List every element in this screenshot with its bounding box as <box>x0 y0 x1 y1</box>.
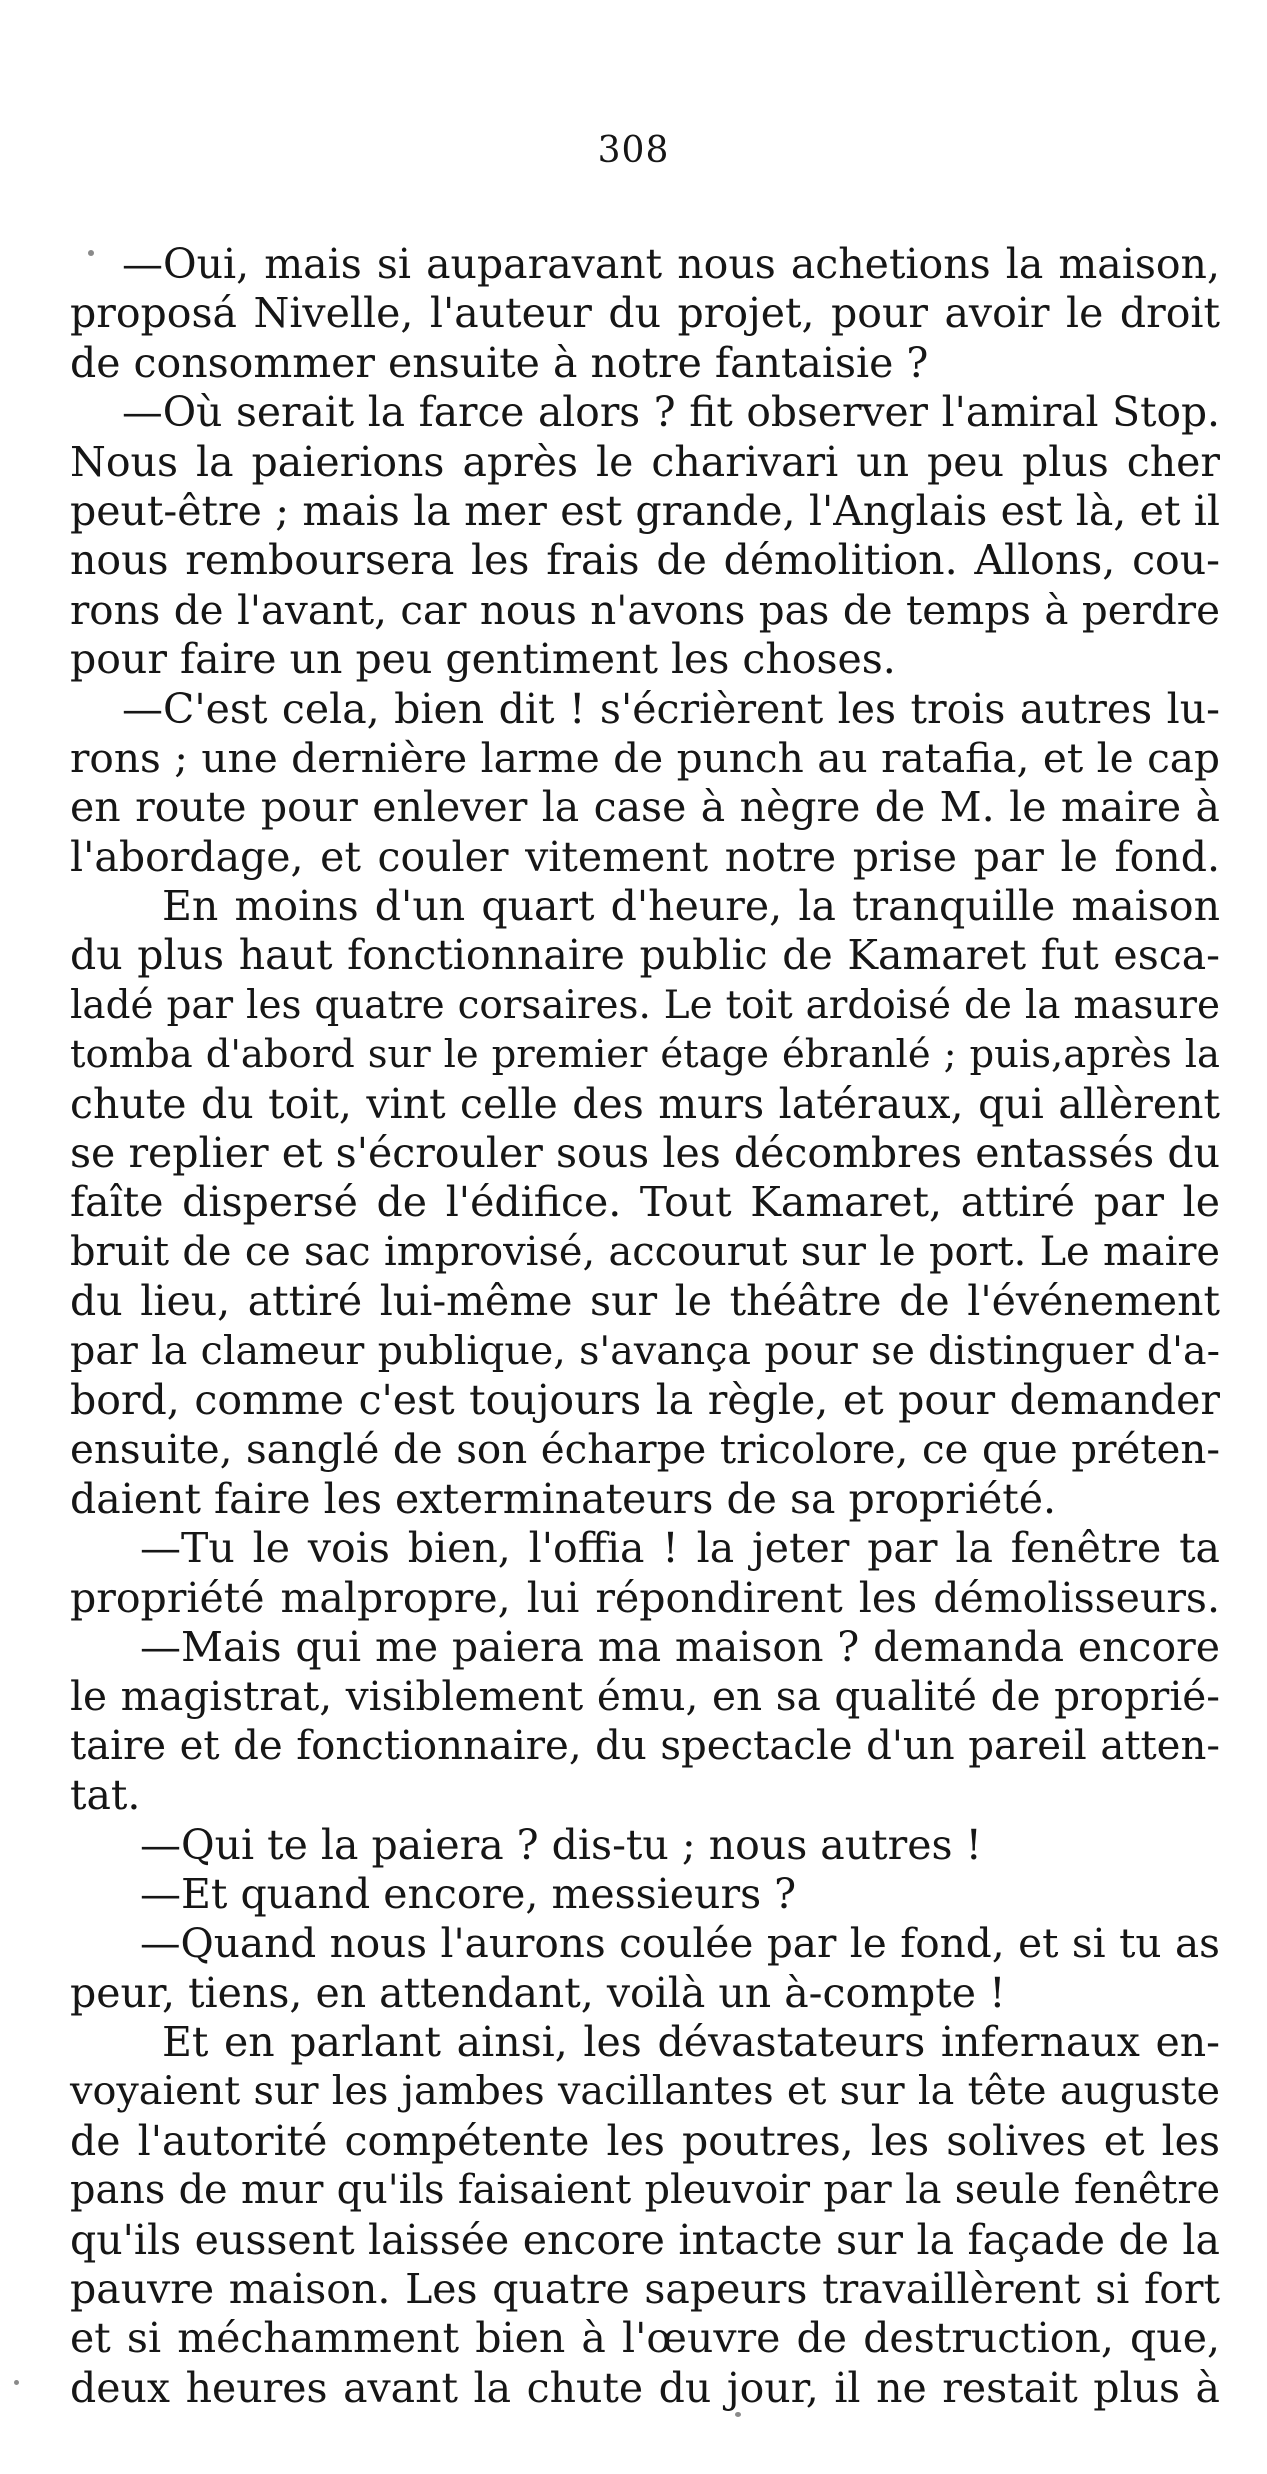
text-line: bruit de ce sac improvisé, accourut sur le port. Le maire <box>70 1228 1220 1275</box>
text-line: du plus haut fonctionnaire public de Kamaret fut esca- <box>70 931 1220 980</box>
text-line: peur, tiens, en attendant, voilà un à-compte ! <box>70 1968 1006 2017</box>
text-line: de l'autorité compétente les poutres, les solives et les <box>70 2116 1220 2165</box>
text-line: pauvre maison. Les quatre sapeurs travaillèrent si fort <box>70 2265 1220 2314</box>
print-speckle <box>88 250 94 256</box>
text-line: ensuite, sanglé de son écharpe tricolore, ce que préten- <box>70 1426 1220 1474</box>
text-line: et si méchamment bien à l'œuvre de destruction, que, <box>70 2314 1220 2363</box>
text-line: proposá Nivelle, l'auteur du projet, pour avoir le droit <box>70 289 1220 338</box>
body-text <box>70 240 1220 2413</box>
text-line: En moins d'un quart d'heure, la tranquille maison <box>162 882 1220 931</box>
text-line: Et en parlant ainsi, les dévastateurs infernaux en- <box>162 2018 1220 2067</box>
text-line: l'abordage, et couler vitement notre prise par le fond. <box>70 832 1220 881</box>
text-line: en route pour enlever la case à nègre de M. le maire à <box>70 783 1220 832</box>
text-line: se replier et s'écrouler sous les décombres entassés du <box>70 1129 1220 1178</box>
text-line: faîte dispersé de l'édifice. Tout Kamaret, attiré par le <box>70 1178 1220 1227</box>
text-line: pour faire un peu gentiment les choses. <box>70 635 896 684</box>
text-line: rons de l'avant, car nous n'avons pas de temps à perdre <box>70 586 1220 634</box>
text-line: —Où serait la farce alors ? fit observer l'amiral Stop. <box>122 388 1220 437</box>
text-line: de consommer ensuite à notre fantaisie ? <box>70 338 929 387</box>
text-line: tat. <box>70 1771 141 1820</box>
text-line: qu'ils eussent laissée encore intacte sur la façade de la <box>70 2215 1220 2264</box>
text-line: par la clameur publique, s'avança pour se distinguer d'a- <box>70 1327 1220 1374</box>
text-line: nous remboursera les frais de démolition. Allons, cou- <box>70 536 1220 585</box>
text-line: du lieu, attiré lui-même sur le théâtre de l'événement <box>70 1277 1220 1326</box>
text-line: deux heures avant la chute du jour, il ne restait plus à <box>70 2363 1220 2412</box>
text-line: ladé par les quatre corsaires. Le toit ardoisé de la masure <box>70 982 1220 1028</box>
print-speckle <box>14 2380 19 2385</box>
text-line: voyaient sur les jambes vacillantes et sur la tête auguste <box>70 2068 1220 2115</box>
page-number: 308 <box>597 130 670 171</box>
text-line: chute du toit, vint celle des murs latéraux, qui allèrent <box>70 1079 1220 1128</box>
text-line: pans de mur qu'ils faisaient pleuvoir par la seule fenêtre <box>70 2167 1220 2214</box>
text-line: —Et quand encore, messieurs ? <box>140 1869 797 1918</box>
text-line: Nous la paierions après le charivari un peu plus cher <box>70 437 1220 486</box>
text-line: tomba d'abord sur le premier étage ébranlé ; puis,après la <box>70 1032 1220 1078</box>
text-line: daient faire les exterminateurs de sa propriété. <box>70 1474 1057 1523</box>
text-line: —Oui, mais si auparavant nous achetions la maison, <box>122 240 1220 288</box>
text-line: —C'est cela, bien dit ! s'écrièrent les trois autres lu- <box>122 684 1220 733</box>
text-line: —Mais qui me paiera ma maison ? demanda encore <box>140 1622 1220 1671</box>
text-line: —Qui te la paiera ? dis-tu ; nous autres ! <box>140 1820 983 1869</box>
text-line: peut-être ; mais la mer est grande, l'Anglais est là, et il <box>70 486 1220 535</box>
text-line: propriété malpropre, lui répondirent les démolisseurs. <box>70 1573 1220 1622</box>
text-line: taire et de fonctionnaire, du spectacle d'un pareil atten- <box>70 1722 1220 1769</box>
text-line: bord, comme c'est toujours la règle, et pour demander <box>70 1375 1220 1424</box>
text-line: —Quand nous l'aurons coulée par le fond, et si tu as <box>140 1919 1220 1968</box>
text-line: le magistrat, visiblement ému, en sa qualité de proprié- <box>70 1672 1220 1721</box>
print-speckle <box>735 2412 741 2417</box>
text-line: rons ; une dernière larme de punch au ratafia, et le cap <box>70 733 1220 782</box>
text-line: —Tu le vois bien, l'offia ! la jeter par la fenêtre ta <box>140 1524 1220 1573</box>
